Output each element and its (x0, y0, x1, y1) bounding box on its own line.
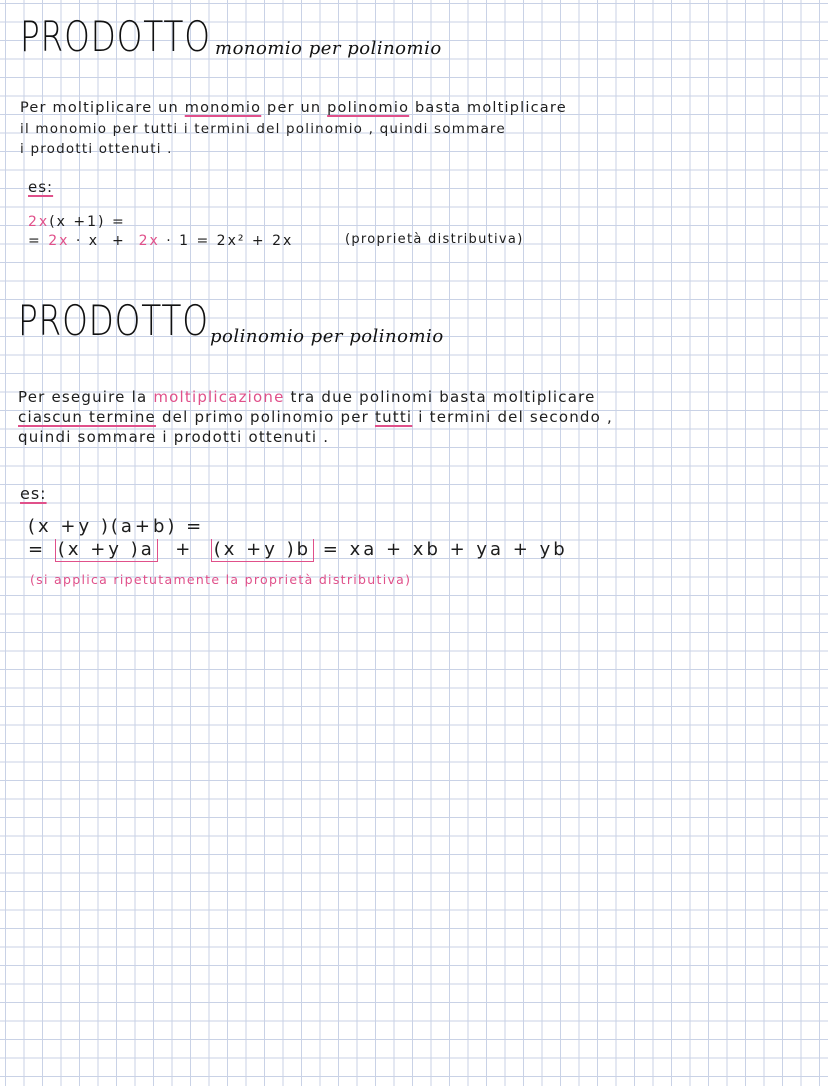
math-term: · x (75, 233, 100, 249)
bracket-term-b (211, 539, 314, 562)
section2-example-line1: (x +y )(a+b) = (28, 516, 205, 537)
section1-es-label: es: (28, 178, 54, 196)
math-term: = (28, 233, 42, 249)
section1-subtitle: monomio per polinomio (215, 38, 442, 59)
text-fragment: per un (261, 100, 328, 116)
math-term: (x +1) = (49, 214, 126, 230)
text-fragment: Per eseguire la (18, 388, 154, 406)
math-term: 2x (28, 214, 50, 230)
section2-text-line3: quindi sommare i prodotti ottenuti . (18, 428, 330, 446)
math-term: + (111, 233, 126, 249)
section1-note: (proprietà distributiva) (345, 232, 524, 247)
text-fragment: basta moltiplicare (409, 100, 567, 116)
math-term: = xa + xb + ya + yb (322, 539, 568, 560)
section2-title: PRODOTTO (18, 296, 209, 345)
keyword-moltiplicazione: moltiplicazione (153, 388, 285, 406)
section1-example-line2 (28, 233, 293, 249)
math-term: (x +y )a (57, 539, 155, 560)
section2-note: (si applica ripetutamente la proprietà distributiva) (30, 572, 412, 587)
text-fragment: Per moltiplicare un (20, 100, 185, 116)
section1-text-line1 (20, 100, 567, 116)
keyword-monomio: monomio (184, 100, 262, 116)
math-term: (x +y )b (213, 539, 312, 560)
math-term: = (28, 539, 47, 560)
section2-es-label: es: (20, 484, 47, 503)
section2-text-line2 (18, 408, 613, 426)
text-fragment: del primo polinomio per (155, 408, 375, 426)
section1-text-line2: il monomio per tutti i termini del polinomio , quindi sommare (20, 121, 506, 137)
text-fragment: i termini del secondo , (412, 408, 613, 426)
keyword-tutti: tutti (374, 408, 413, 426)
section2-subtitle: polinomio per polinomio (210, 326, 444, 347)
keyword-ciascun-termine: ciascun termine (18, 408, 156, 426)
math-term: 2x (48, 233, 70, 249)
keyword-polinomio: polinomio (327, 100, 410, 116)
text-fragment: tra due polinomi basta moltiplicare (284, 388, 596, 406)
section1-text-line3: i prodotti ottenuti . (20, 141, 173, 157)
section1-title: PRODOTTO (20, 12, 211, 61)
math-term: 2x (138, 233, 160, 249)
section2-text-line1 (18, 388, 596, 406)
section1-example-line1 (28, 214, 126, 230)
math-term: · 1 = 2x² + 2x (166, 233, 294, 249)
section2-example-line2 (28, 539, 568, 562)
math-term: + (175, 539, 194, 560)
bracket-term-a (55, 539, 158, 562)
